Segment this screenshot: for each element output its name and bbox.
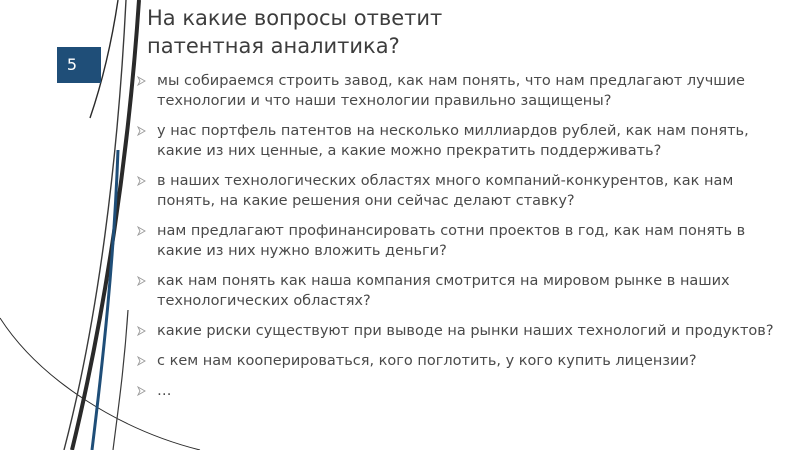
- arrow-bullet-icon: [137, 76, 147, 86]
- bullet-item: [137, 271, 787, 311]
- bullet-list: [137, 71, 787, 411]
- bullet-text: в наших технологических областях много компаний-конкурентов, как нам понять, на какие решения они сейчас делают ставку?: [157, 173, 734, 209]
- slide-title: На какие вопросы ответит патентная аналитика?: [147, 6, 443, 58]
- slide-number: 5: [66, 55, 78, 74]
- bullet-item: [137, 121, 787, 161]
- bullet-item: [137, 381, 787, 401]
- bullet-text: …: [157, 383, 172, 399]
- arrow-bullet-icon: [137, 326, 147, 336]
- slide-number-badge: [57, 47, 101, 83]
- bullet-item: [137, 221, 787, 261]
- arrow-bullet-icon: [137, 226, 147, 236]
- bullet-item: [137, 171, 787, 211]
- arrow-bullet-icon: [137, 126, 147, 136]
- arrow-bullet-icon: [137, 386, 147, 396]
- bullet-text: какие риски существуют при выводе на рынки наших технологий и продуктов?: [157, 323, 774, 339]
- arrow-bullet-icon: [137, 176, 147, 186]
- deco-stroke-bottom: [113, 310, 128, 450]
- bullet-item: [137, 71, 787, 111]
- bullet-text: как нам понять как наша компания смотрится на мировом рынке в наших технологических областях?: [157, 273, 730, 309]
- bullet-text: мы собираемся строить завод, как нам понять, что нам предлагают лучшие технологии и что наши технологии правильно защищены?: [157, 73, 745, 109]
- bullet-text: нам предлагают профинансировать сотни проектов в год, как нам понять в какие из них нужно вложить деньги?: [157, 223, 746, 259]
- bullet-item: [137, 321, 787, 341]
- bullet-item: [137, 351, 787, 371]
- arrow-bullet-icon: [137, 356, 147, 366]
- bullet-text: с кем нам кооперироваться, кого поглотить, у кого купить лицензии?: [157, 353, 697, 369]
- arrow-bullet-icon: [137, 276, 147, 286]
- bullet-text: у нас портфель патентов на несколько миллиардов рублей, как нам понять, какие из них ценные, а какие можно прекратить поддерживать?: [157, 123, 749, 159]
